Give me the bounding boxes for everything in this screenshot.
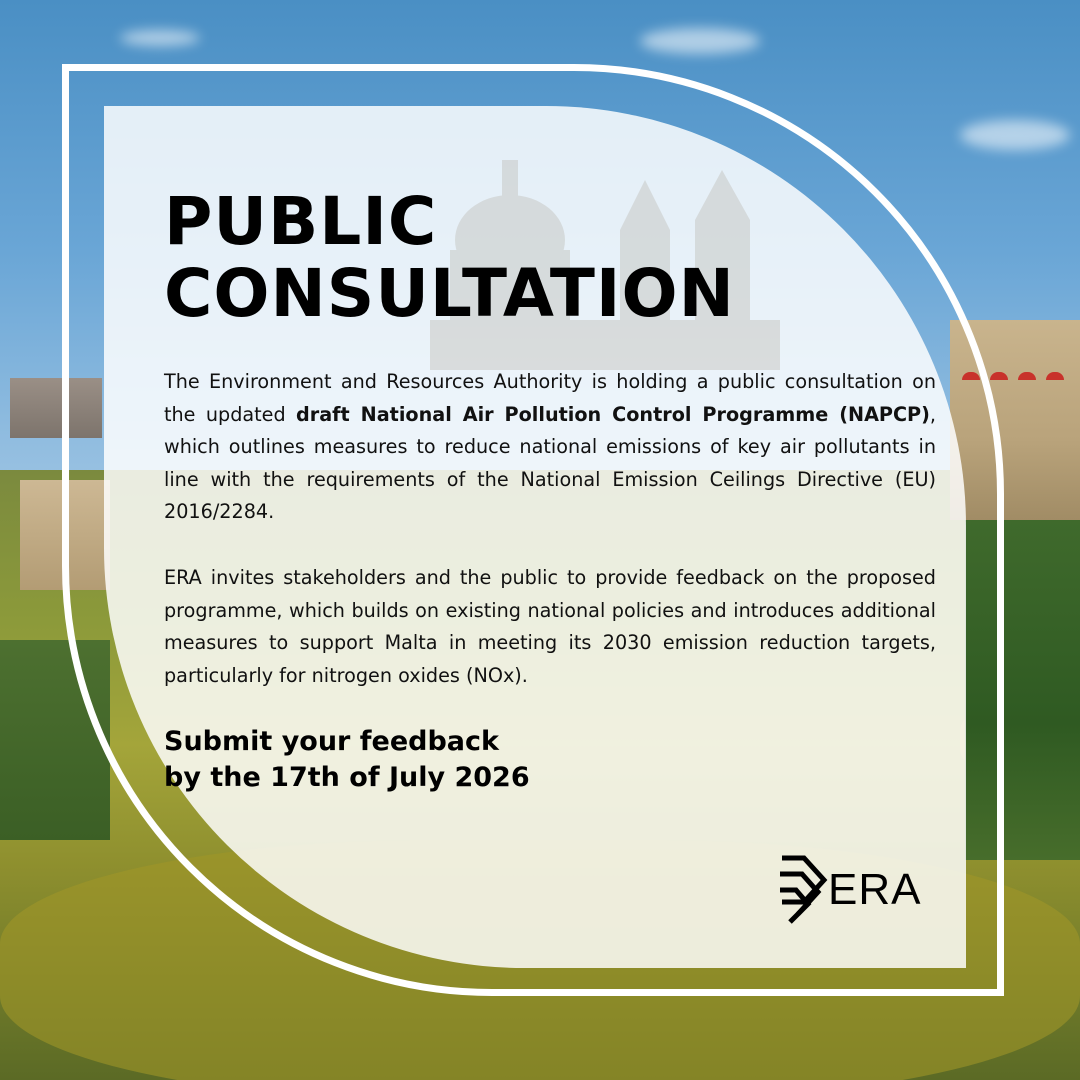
intro-paragraph	[164, 366, 936, 529]
era-logo-text: ERA	[828, 865, 922, 914]
cta-line-2: by the 17th of July 2026	[164, 762, 530, 793]
title-line-1: PUBLIC	[164, 183, 438, 260]
cloud	[120, 30, 200, 46]
intro-text-start: The Environment and Resources Authority is holding a public consultation on the updated	[164, 370, 936, 426]
cloud	[640, 28, 760, 54]
title-line-2: CONSULTATION	[164, 255, 735, 332]
umbrella	[1018, 372, 1036, 380]
cloud	[960, 120, 1070, 150]
invitation-paragraph: ERA invites stakeholders and the public to provide feedback on the proposed programme, which builds on existing national policies and introduces additional measures to support Malta in meeting its 2030 emission reduction targets, particularly for nitrogen oxides (NOx).	[164, 566, 936, 687]
cta-line-1: Submit your feedback	[164, 726, 499, 757]
page-title	[164, 183, 735, 332]
programme-name: draft National Air Pollution Control Programme (NAPCP)	[296, 402, 930, 426]
umbrella	[990, 372, 1008, 380]
intro-text-end: , which outlines measures to reduce national emissions of key air pollutants in line with the requirements of the National Emission Ceilings Directive (EU) 2016/2284.	[164, 402, 936, 523]
umbrella	[1046, 372, 1064, 380]
feedback-deadline	[164, 724, 530, 796]
